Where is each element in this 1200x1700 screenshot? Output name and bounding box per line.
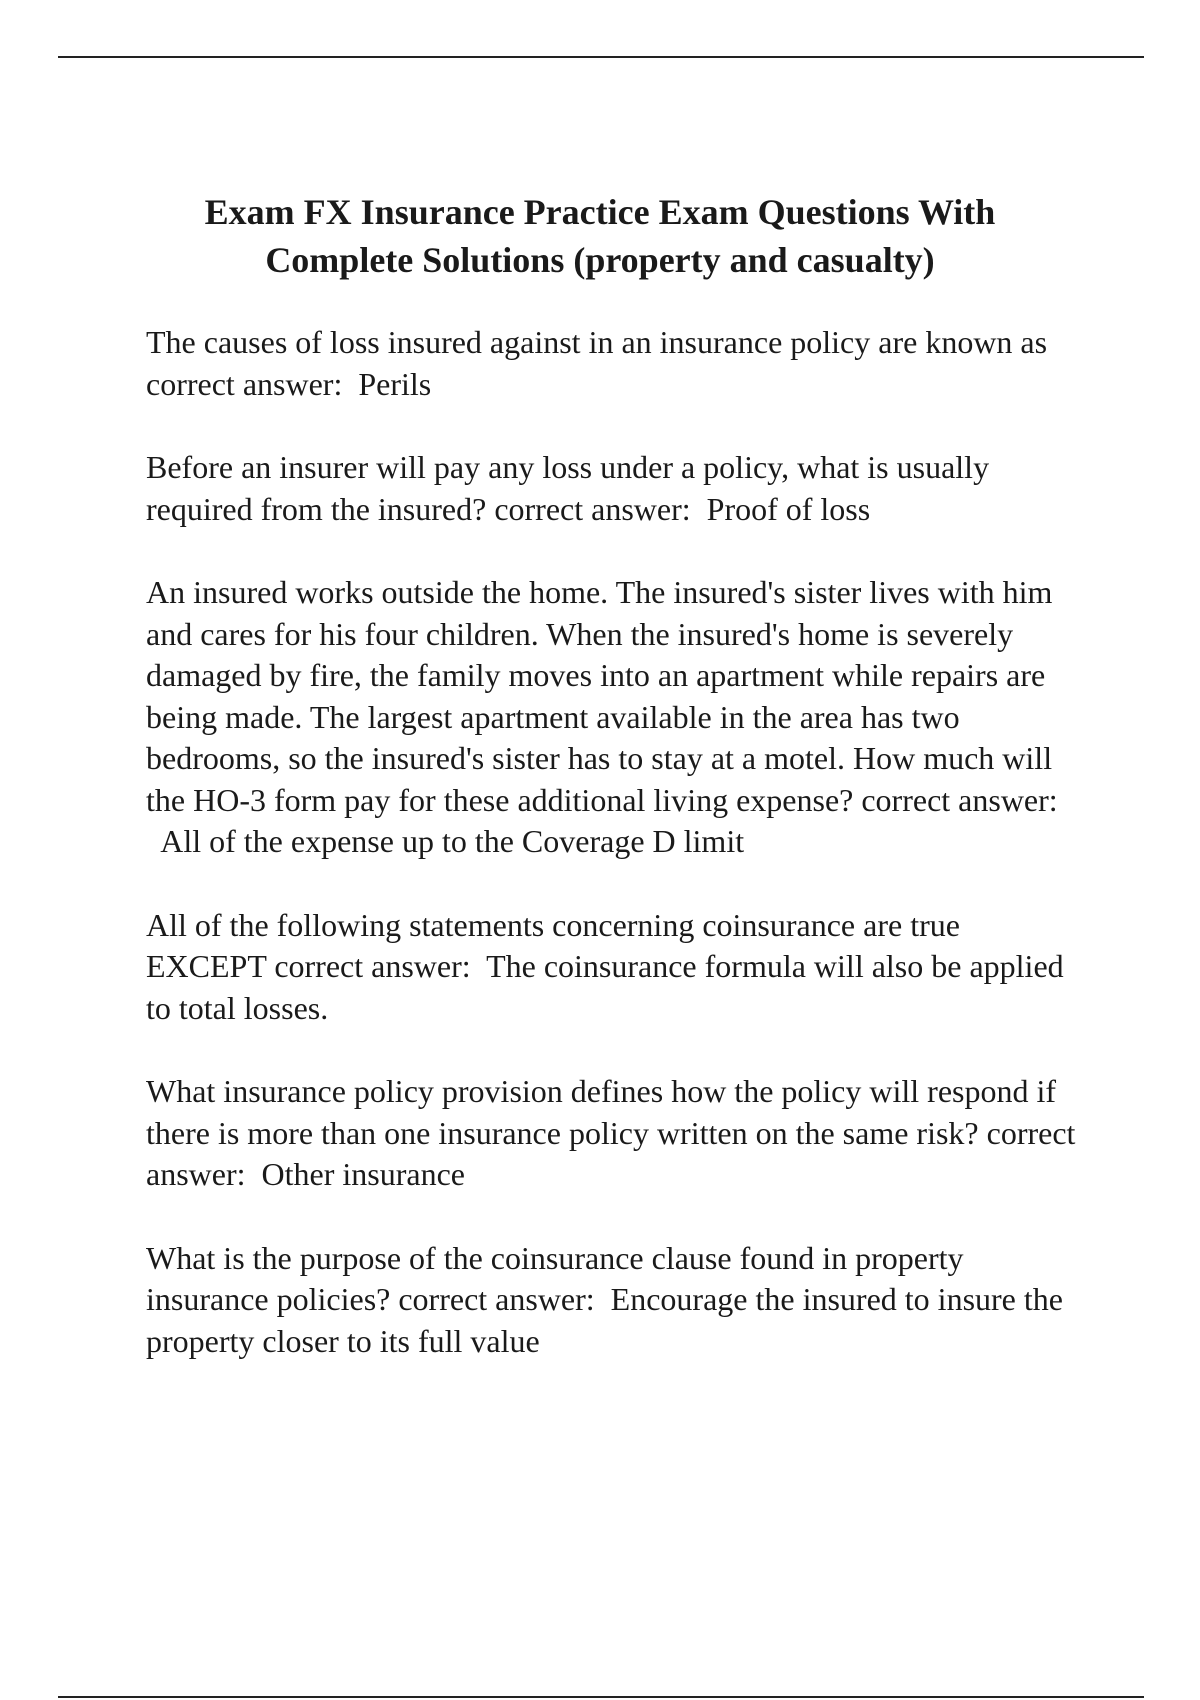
answer-label: correct answer: <box>274 948 471 984</box>
answer-label: correct answer: <box>146 1114 1076 1192</box>
page-title <box>100 188 1100 284</box>
question-text: All of the following statements concerning coinsurance are true EXCEPT <box>146 906 960 984</box>
question-item <box>146 1071 1086 1196</box>
top-rule <box>58 56 1144 58</box>
question-item <box>146 322 1086 405</box>
question-item <box>146 572 1086 863</box>
answer-text: The coinsurance formula will also be applied to total losses. <box>146 948 1064 1026</box>
bottom-rule <box>58 1696 1144 1698</box>
question-text: What insurance policy provision defines how the policy will respond if there is more than one insurance policy written on the same risk? <box>146 1073 1057 1151</box>
title-line-1: Exam FX Insurance Practice Exam Questions With <box>204 192 996 232</box>
answer-text: All of the expense up to the Coverage D limit <box>160 823 745 859</box>
question-item <box>146 905 1086 1030</box>
answer-text: Proof of loss <box>706 490 871 527</box>
question-text: The causes of loss insured against in an insurance policy are known as <box>146 324 1048 360</box>
question-text: An insured works outside the home. The insured's sister lives with him and cares for his four children. When the insured's home is severely damaged by fire, the family moves into an apartment while repairs are being made. The largest apartment available in the area has two bedrooms, so the insured's sister has to stay at a motel. How much will the HO-3 form pay for these additional living expense? <box>146 574 1053 818</box>
answer-text: Perils <box>358 365 432 402</box>
question-text: Before an insurer will pay any loss under a policy, what is usually required from the insured? <box>146 449 990 527</box>
question-item <box>146 447 1086 530</box>
answer-text: Other insurance <box>261 1156 465 1192</box>
answer-label: correct answer: <box>494 490 691 527</box>
title-line-2: Complete Solutions (property and casualty) <box>265 240 935 280</box>
answer-label: correct answer: <box>861 781 1058 818</box>
answer-label: correct answer: <box>146 365 343 402</box>
question-item <box>146 1238 1086 1363</box>
question-text: What is the purpose of the coinsurance clause found in property insurance policies? <box>146 1239 964 1317</box>
question-list <box>146 322 1086 1404</box>
answer-label: correct answer: <box>398 1281 595 1317</box>
answer-text: Encourage the insured to insure the property closer to its full value <box>146 1281 1063 1359</box>
